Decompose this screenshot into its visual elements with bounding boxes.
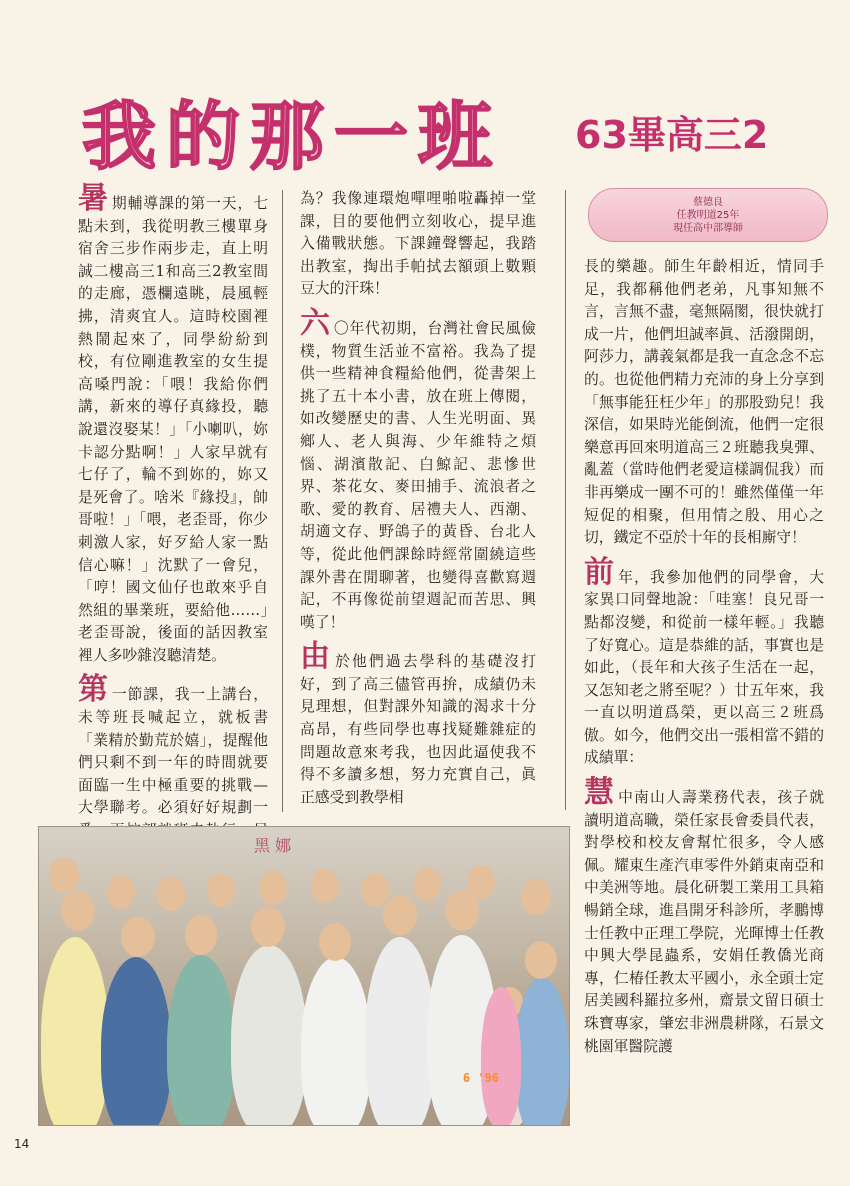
drop-cap: 慧 [584, 775, 616, 811]
article-subtitle: 63畢高三2 [575, 113, 769, 157]
paragraph: 長的樂趣。師生年齡相近，情同手足，我都稱他們老弟，凡事知無不言，言無不盡，毫無隔閡，很快就打成一片，他們坦誠率眞、活潑開朗，阿莎力，講義氣都是我一直念念不忘的。也從他們精力充沛的身上分享到「無事能狂枉少年」的那股勁兒！我深信，如果時光能倒流，他們一定很樂意再回來明道高三２班聽我臭彈、亂蓋（當時他們老愛這樣調侃我）而非再樂成一團不可的！雖然僅僅一年短促的相聚，但用情之殷、用心之切，鐵定不亞於十年的長相廝守！ [584, 258, 824, 547]
author-position: 現任高中部導師 [673, 222, 743, 234]
drop-cap: 前 [584, 554, 616, 590]
column-divider [565, 190, 566, 810]
author-tenure: 任教明道25年 [676, 209, 740, 221]
class-reunion-photo [38, 826, 570, 1126]
drop-cap: 第 [78, 672, 109, 708]
drop-cap: 六 [300, 305, 331, 341]
paragraph: 慧中南山人壽業務代表，孩子就讀明道高職，榮任家長會委員代表，對學校和校友會幫忙很多，令人感佩。耀東生產汽車零件外銷東南亞和中美洲等地。晨化研製工業用工具箱暢銷全球，進昌開牙科診所，孝鵬博士任教中正理工學院，光暉博士任教中興大學昆蟲系，安娟任教僑光商專，仁椿任教太平國小，永全頭士定居美國科羅拉多州，齋景文留日碩士珠寶專家，肇宏非洲農耕隊，石景文桃園軍醫院護 [584, 775, 824, 1055]
text-column-3 [584, 256, 824, 1070]
text-column-1 [78, 181, 268, 922]
column-divider [282, 190, 283, 812]
paragraph: 六 〇年代初期，台灣社會民風儉樸，物質生活並不富裕。我為了提供一些精神食糧給他們，從書架上挑了五十本小書，放在班上傳閱，如改變歷史的書、人生光明面、異鄉人、老人與海、少年維特之煩惱、湖濱散記、白鯨記、悲慘世界、茶花女、麥田捕手、流浪者之歌、愛的教育、居禮夫人、西潮、胡適文存、野鴿子的黃昏、台北人等，從此他們課餘時經常圍繞這些課外書在閒聊著，也變得喜歡寫週記，不再像從前望週記而苦思、興嘆了！ [300, 305, 536, 631]
paragraph: 前年，我參加他們的同學會，大家異口同聲地說：「哇塞！良兄哥一點都沒變，和從前一樣年輕。」我聽了好寬心。這是恭維的話，事實也是如此，（長年和大孩子生活在一起，又怎知老之將至呢？）廿五年來，我一直以明道爲榮，更以高三２班爲傲。如今，他們交出一張相當不錯的成績單： [584, 554, 824, 767]
paragraph: 第一節課，我一上講台，未等班長喊起立，就板書「業精於勤荒於嬉」，提醒他們只剩不到一年的時間就要面臨一生中極重要的挑戰—大學聯考。必須好好規劃一 [78, 672, 268, 817]
paragraph: 為？我像連環炮嘽哩啪啦轟掉一堂課，目的要他們立刻收心，提早進入備戰狀態。下課鐘聲響起，我踏出教室，掏出手帕拭去額頭上數顆豆大的汗珠！ [300, 190, 536, 298]
drop-cap: 暑 [78, 181, 109, 216]
wall-sign: 黑 娜 [254, 836, 292, 855]
paragraph: 由於他們過去學科的基礎沒打好，到了高三儘管再拚，成績仍未見理想，但對課外知識的渴求十分高昂，有些同學也專找疑難雜症的問題故意來考我，也因此逼使我不得不多讀多想，努力充實自己，眞正感受到教學相 [300, 639, 536, 806]
text-column-2 [300, 188, 536, 821]
paragraph: 暑期輔導課的第一天，七點未到，我從明教三樓單身宿舍三步作兩步走，直上明誠二樓高三1和高三2教室間的走廊，憑欄遠眺，晨風輕拂，清爽宜人。這時校園裡熱鬧起來了，同學紛紛到校，有位剛進教室的女生提高嗓門說：「喂！我給你們講，新來的導仔真緣投，聽說還沒娶某！」「小喇叭，妳卡認分點啊！」人家早就有七仔了，輪不到妳的，妳又是死會了。啥米『緣投』，帥哥啦！」「喂，老歪哥，你少刺激人家，好歹給人家一點信心嘛！」沈默了一會兒，「哼！國文仙仔也敢來乎自然組的畢業班，要給他……」老歪哥說，後面的話因教室裡人多吵雜沒聽清楚。 [78, 181, 268, 664]
author-name: 蔡德良 [693, 196, 723, 208]
drop-cap: 由 [300, 639, 333, 675]
photo-date-stamp: 6 '96 [462, 1071, 499, 1085]
page-number: 14 [14, 1137, 30, 1151]
author-badge [588, 188, 828, 242]
article-title: 我的那一班 [82, 94, 502, 180]
